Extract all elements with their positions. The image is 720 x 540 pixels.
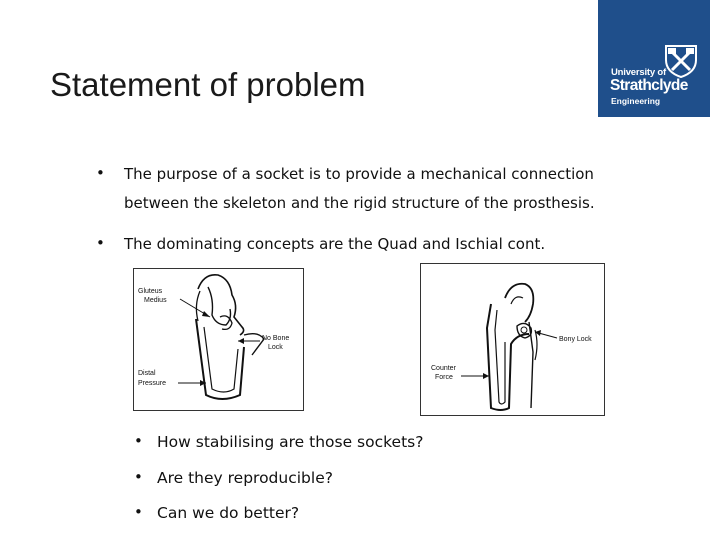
bullet-marker: • (96, 234, 105, 252)
quad-socket-illustration (134, 269, 303, 410)
bullet-text-1-continued: between the skeleton and the rigid structure of the prosthesis. (124, 194, 595, 212)
sub-bullet-text-1: How stabilising are those sockets? (157, 433, 424, 451)
bullet-text-2: The dominating concepts are the Quad and Ischial cont. (124, 235, 546, 253)
label-pressure: Pressure (138, 380, 167, 387)
label-lock: Lock (268, 344, 283, 351)
label-gluteus: Gluteus (138, 288, 163, 295)
label-bony-lock: Bony Lock (559, 336, 592, 343)
bullet-marker: • (134, 432, 143, 450)
slide-title: Statement of problem (50, 66, 366, 103)
label-distal: Distal (138, 370, 156, 377)
bullet-marker: • (134, 503, 143, 521)
logo-line-engineering: Engineering (611, 96, 661, 106)
ischial-socket-illustration (421, 264, 604, 415)
bullet-marker: • (96, 164, 105, 182)
label-medius: Medius (144, 297, 167, 304)
sub-bullet-text-2: Are they reproducible? (157, 469, 333, 487)
label-counter: Counter (431, 365, 456, 372)
ischial-socket-diagram (420, 263, 605, 416)
university-crest-icon (664, 44, 698, 78)
sub-bullet-text-3: Can we do better? (157, 504, 300, 522)
bullet-marker: • (134, 468, 143, 486)
logo-line-university-of: University of (611, 67, 666, 78)
label-force: Force (435, 374, 453, 381)
quad-socket-diagram (133, 268, 304, 411)
bullet-text-1: The purpose of a socket is to provide a mechanical connection (124, 165, 594, 183)
university-logo (598, 0, 710, 117)
label-no-bone: No Bone (262, 335, 290, 342)
logo-line-strathclyde: Strathclyde (610, 77, 688, 94)
